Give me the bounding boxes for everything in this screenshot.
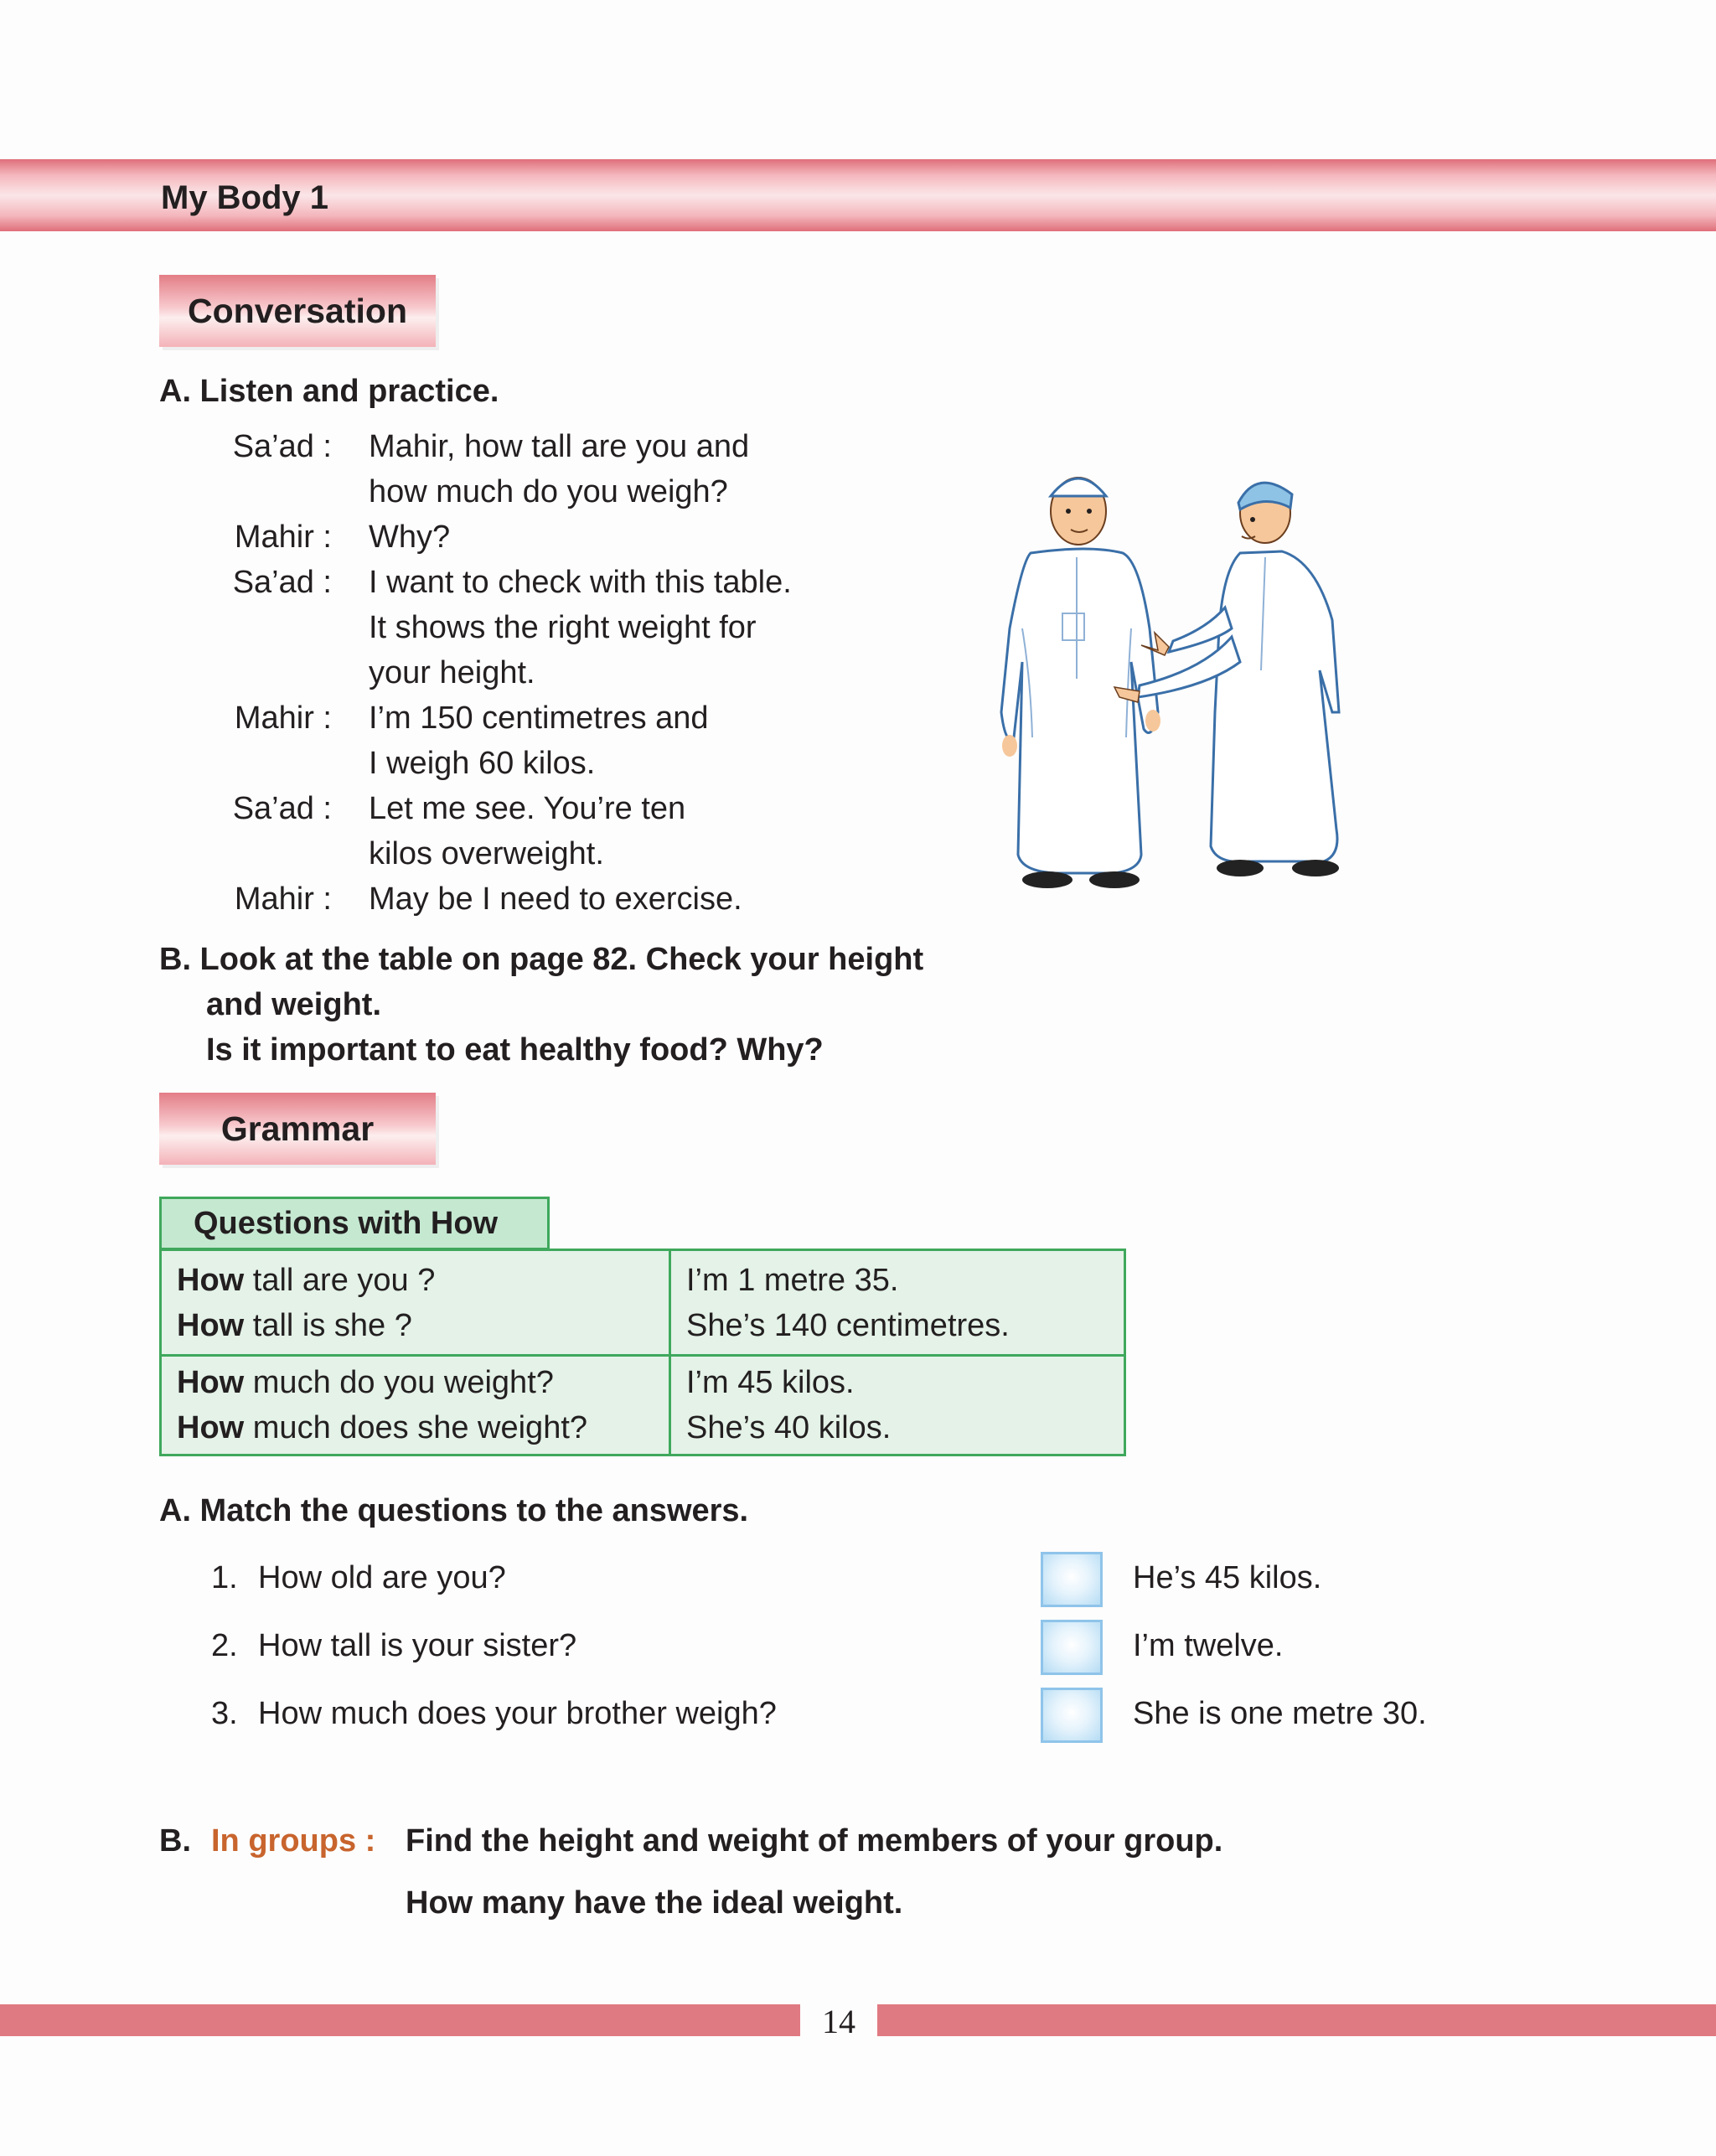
match-answer: He’s 45 kilos. [1133,1560,1322,1595]
footer-bar-left [0,2004,800,2036]
table-cell-answers [671,1258,1124,1348]
grammar-table-title: Questions with How [159,1197,550,1250]
boy-left-figure [1001,478,1160,888]
dialogue-text: I want to check with this table. [369,565,792,600]
question-line: How tall is she ? [177,1308,412,1343]
answer-line: I’m 1 metre 35. [686,1263,899,1298]
conversation-dialogue [214,424,792,922]
dialogue-text: I weigh 60 kilos. [369,746,596,781]
question-line: How tall are you ? [177,1263,436,1298]
footer-bar-right [877,2004,1716,2036]
dialogue-line [214,876,792,922]
speaker-name [214,831,332,876]
dialogue-line [214,695,792,741]
speaker-name: Mahir : [234,520,332,555]
answer-box[interactable] [1041,1688,1103,1743]
dialogue-line [214,424,792,469]
grammar-table [159,1249,1126,1456]
dialogue-line [214,605,792,650]
match-question: 3. How much does your brother weigh? [211,1696,777,1731]
match-answer: I’m twelve. [1133,1628,1284,1663]
answer-box[interactable] [1041,1552,1103,1607]
conversation-section-label: Conversation [159,275,436,347]
match-question: 1. How old are you? [211,1560,506,1595]
dialogue-line [214,741,792,786]
grammar-section-label: Grammar [159,1093,436,1165]
instruction-groups: Find the height and weight of members of your group. [406,1823,1223,1859]
speaker-name: Mahir : [234,882,332,917]
instruction-check-table: B. Look at the table on page 82. Check your height [159,942,924,977]
table-cell-answers [671,1360,1124,1450]
dialogue-line [214,514,792,560]
speaker-name: Mahir : [234,701,332,736]
answer-line: She’s 140 centimetres. [686,1308,1010,1343]
dialogue-text: May be I need to exercise. [369,882,742,917]
instruction-groups-prefix: B. [159,1823,191,1859]
dialogue-text: your height. [369,655,535,690]
dialogue-line [214,650,792,695]
dialogue-text: Why? [369,520,451,555]
speaker-name [214,605,332,650]
match-question: 2. How tall is your sister? [211,1628,577,1663]
match-answer: She is one metre 30. [1133,1696,1427,1731]
question-line: How much do you weight? [177,1365,554,1400]
dialogue-text: kilos overweight. [369,836,604,871]
instruction-check-table-cont: and weight. [206,987,381,1022]
dialogue-text: Let me see. You’re ten [369,791,686,826]
table-cell-questions [162,1360,664,1450]
answer-box[interactable] [1041,1620,1103,1675]
answer-line: She’s 40 kilos. [686,1410,892,1445]
dialogue-text: how much do you weigh? [369,474,728,509]
instruction-groups-cont: How many have the ideal weight. [406,1885,903,1921]
dialogue-text: I’m 150 centimetres and [369,701,709,736]
question-line: How much does she weight? [177,1410,588,1445]
dialogue-text: It shows the right weight for [369,610,757,645]
dialogue-line [214,469,792,514]
speaker-name [214,741,332,786]
speaker-name: Sa’ad : [232,565,332,600]
in-groups-label: In groups : [211,1823,376,1859]
dialogue-line [214,786,792,831]
page-number: 14 [800,1998,877,2045]
instruction-listen-practice: A. Listen and practice. [159,374,499,409]
instruction-match: A. Match the questions to the answers. [159,1493,749,1528]
dialogue-line [214,831,792,876]
speaker-name: Sa’ad : [232,429,332,464]
two-boys-illustration [964,461,1383,913]
speaker-name [214,650,332,695]
table-cell-questions [162,1258,664,1348]
speaker-name: Sa’ad : [232,791,332,826]
chapter-title: My Body 1 [161,179,329,216]
instruction-healthy-food: Is it important to eat healthy food? Why? [206,1032,824,1068]
speaker-name [214,469,332,514]
table-divider-horizontal [162,1354,1124,1357]
dialogue-line [214,560,792,605]
dialogue-text: Mahir, how tall are you and [369,429,750,464]
answer-line: I’m 45 kilos. [686,1365,855,1400]
